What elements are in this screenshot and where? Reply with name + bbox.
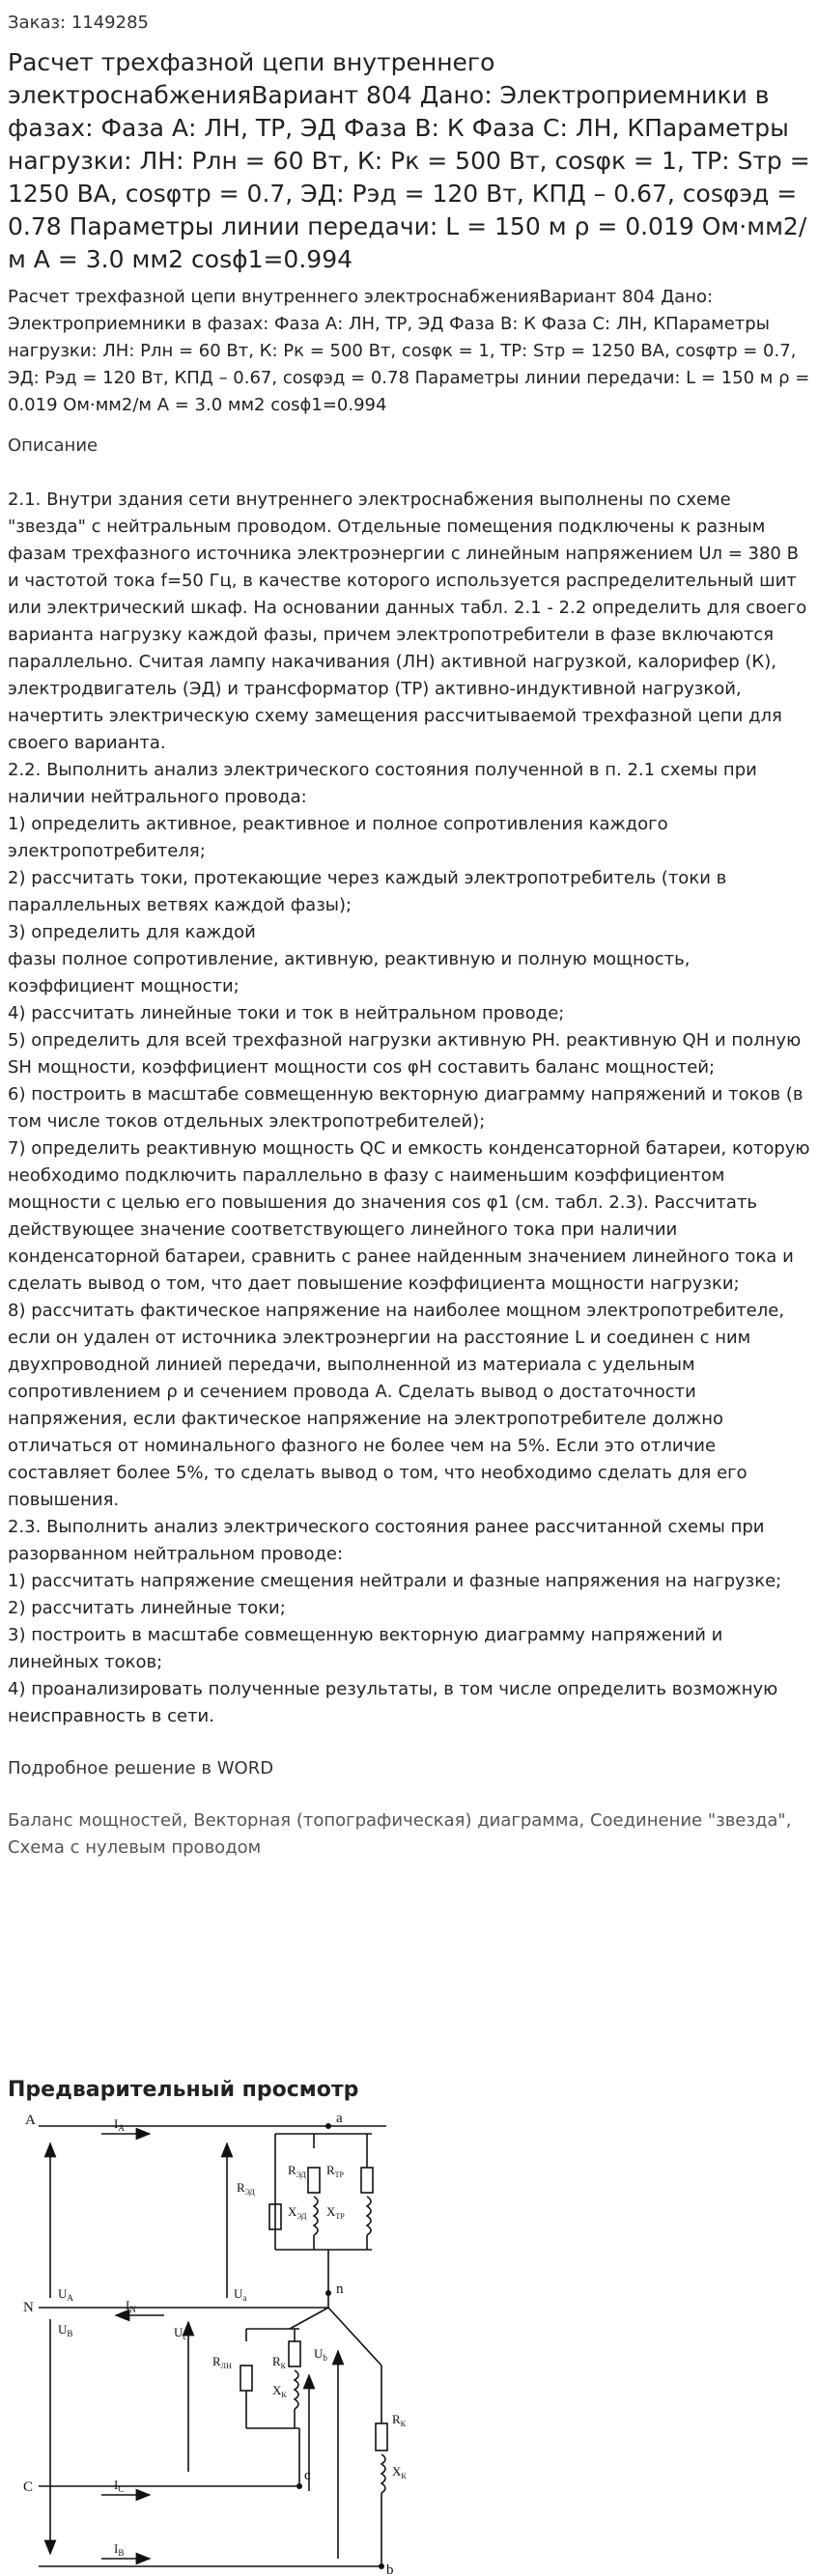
desc-paragraph: 3) построить в масштабе совмещенную векторную диаграмму напряжений и линейных токов; bbox=[8, 1625, 723, 1672]
node-b-dot bbox=[379, 2563, 384, 2569]
node-b-small-label: b bbox=[386, 2562, 394, 2576]
inductor-x-k-c bbox=[295, 2370, 298, 2409]
desc-paragraph: 2.3. Выполнить анализ электрического состояния ранее рассчитанной схемы при разорванном нейтральном проводе: bbox=[8, 1517, 765, 1564]
label-x-k2: $X_К$ bbox=[392, 2464, 407, 2480]
voltage-uc-label: $U_c$ bbox=[174, 2325, 187, 2341]
circuit-diagram bbox=[19, 2105, 811, 2576]
circuit-scheme bbox=[19, 2105, 811, 2576]
resistor-r-tr-a bbox=[361, 2168, 373, 2193]
voltage-ub-small-label: $U_b$ bbox=[314, 2346, 327, 2363]
inductor-x-k-b bbox=[381, 2454, 385, 2493]
node-n-dot bbox=[325, 2290, 331, 2296]
node-c-dot bbox=[296, 2483, 302, 2489]
desc-paragraph: 1) определить активное, реактивное и полное сопротивления каждого электропотребителя; bbox=[8, 814, 668, 861]
node-c-label: C bbox=[23, 2479, 34, 2495]
desc-paragraph: 7) определить реактивную мощность QC и емкость конденсаторной батареи, которую необходимо подключить параллельно в фазу с наименьшим коэффициентом мощности с целью его повышения до значения cos φ1 (см. табл. 2.3). Рассчитать действующее значение соответствующего линейного тока при наличии конденсаторной батареи, сравнить с ранее найденным значением линейного тока и сделать вывод о том, что дает повышение коэффициента мощности нагрузки; bbox=[8, 1138, 810, 1294]
tag-link[interactable]: Схема с нулевым проводом bbox=[8, 1837, 262, 1858]
desc-paragraph: 2.1. Внутри здания сети внутреннего электроснабжения выполнены по схеме "звезда" с нейтральным проводом. Отдельные помещения подключены к разным фазам трехфазного источника электроэнергии с линейным напряжением Uл = 380 В и частотой тока f=50 Гц, в качестве которого используется распределительный шит или электрический шкаф. На основании данных табл. 2.1 - 2.2 определить для своего варианта нагрузку каждой фазы, причем электропотребители в фазе включаются параллельно. Считая лампу накачивания (ЛН) активной нагрузкой, калорифер (К), электродвигатель (ЭД) и трансформатор (ТР) активно-индуктивной нагрузкой, начертить электрическую схему замещения рассчитываемой трехфазной цепи для своего варианта. bbox=[8, 490, 807, 753]
label-x-k: $X_К$ bbox=[272, 2383, 287, 2399]
desc-paragraph: 6) построить в масштабе совмещенную векторную диаграмму напряжений и токов (в том числе токов отдельных электропотребителей); bbox=[8, 1084, 804, 1132]
word-note: Подробное решение в WORD bbox=[8, 1758, 274, 1778]
node-a-label: A bbox=[25, 2113, 36, 2128]
label-r-ed2: $R_{ЭД}$ bbox=[288, 2163, 306, 2179]
label-r-tr: $R_{ТР}$ bbox=[326, 2163, 345, 2179]
desc-paragraph: 4) проанализировать полученные результаты, в том числе определить возможную неисправность в сети. bbox=[8, 1679, 778, 1726]
summary-text: Расчет трехфазной цепи внутреннего электроснабженияВариант 804 Дано: Электроприемники в фазах: Фаза А: ЛН, ТР, ЭД Фаза В: К Фаза С: ЛН, КПараметры нагрузки: ЛН: Рлн = 60 Вт, К: Рк = 500 Вт, cosφк = 1, ТР: Sтр = 1250 ВА, cosφтр = 0.7, ЭД: Рэд = 120 Вт, КПД – 0.67, cosφэд = 0.78 Параметры линии передачи: L = 150 м ρ = 0.019 Ом·мм2/м А = 3.0 мм2 cosϕ1=0.994 bbox=[8, 287, 810, 415]
desc-paragraph: 2) рассчитать токи, протекающие через каждый электропотребитель (токи в параллельных ветвях каждой фазы); bbox=[8, 868, 727, 915]
voltage-ua-label: $U_A$ bbox=[58, 2286, 73, 2303]
resistor-r-ln-c bbox=[240, 2366, 252, 2391]
current-ib-label: $I_B$ bbox=[114, 2541, 125, 2558]
preview-title: Предварительный просмотр bbox=[8, 2078, 359, 2102]
order-number: Заказ: 1149285 bbox=[8, 13, 149, 33]
node-n-small-label: n bbox=[336, 2282, 344, 2297]
resistor-r-k-b bbox=[376, 2423, 387, 2450]
inductor-x-ln-a bbox=[314, 2197, 318, 2235]
node-a-small-label: a bbox=[336, 2111, 343, 2126]
node-n-label: N bbox=[23, 2300, 34, 2315]
desc-paragraph: 1) рассчитать напряжение смещения нейтрали и фазные напряжения на нагрузке; bbox=[8, 1571, 782, 1591]
tag-link[interactable]: Векторная (топографическая) диаграмма bbox=[193, 1810, 579, 1831]
label-r-ln: $R_{ЛН}$ bbox=[212, 2354, 232, 2370]
label-r-ed: $R_{ЭД}$ bbox=[237, 2180, 255, 2197]
current-ia-label: $I_A$ bbox=[114, 2116, 125, 2133]
desc-paragraph: 3) определить для каждой bbox=[8, 922, 256, 942]
description-body bbox=[8, 487, 810, 1730]
desc-paragraph: 5) определить для всей трехфазной нагрузки активную PH. реактивную QH и полную SH мощности, коэффициент мощности cos φH составить баланс мощностей; bbox=[8, 1030, 802, 1078]
desc-paragraph: фазы полное сопротивление, активную, реактивную и полную мощность, коэффициент мощности; bbox=[8, 949, 691, 996]
label-x-tr: $X_{ТР}$ bbox=[326, 2204, 345, 2221]
page-title: Расчет трехфазной цепи внутреннего электроснабженияВариант 804 Дано: Электроприемники в фазах: Фаза А: ЛН, ТР, ЭД Фаза В: К Фаза С: ЛН, КПараметры нагрузки: ЛН: Рлн = 60 Вт, К: Рк = 500 Вт, cosφк = 1, ТР: Sтр = 1250 ВА, cosφтр = 0.7, ЭД: Рэд = 120 Вт, КПД – 0.67, cosφэд = 0.78 Параметры линии передачи: L = 150 м ρ = 0.019 Ом·мм2/м А = 3.0 мм2 cosϕ1=0.994 bbox=[8, 48, 810, 273]
voltage-ub-label: $U_B$ bbox=[58, 2322, 73, 2338]
node-c-small-label: c bbox=[304, 2468, 311, 2483]
current-ic-label: $I_C$ bbox=[114, 2478, 125, 2494]
tag-link[interactable]: Баланс мощностей bbox=[8, 1810, 183, 1831]
current-in-label: $I_N$ bbox=[126, 2298, 136, 2314]
tag-list: Баланс мощностей, Векторная (топографическая) диаграмма, Соединение "звезда", Схема с нулевым проводом bbox=[8, 1810, 792, 1858]
resistor-r-k-c bbox=[289, 2341, 300, 2366]
resistor-r-ln-a bbox=[308, 2168, 320, 2193]
label-x-ed: $X_{ЭД}$ bbox=[288, 2204, 307, 2221]
desc-paragraph: 2) рассчитать линейные токи; bbox=[8, 1598, 286, 1618]
label-r-k2: $R_К$ bbox=[392, 2412, 407, 2428]
label-r-k: $R_К$ bbox=[272, 2354, 287, 2370]
desc-paragraph: 8) рассчитать фактическое напряжение на наиболее мощном электропотребителе, если он удален от источника электроэнергии на расстояние L и соединен с ним двухпроводной линией передачи, выполненной из материала с удельным сопротивлением ρ и сечением провода А. Сделать вывод о достаточности напряжения, если фактическое напряжение на электропотребителе должно отличаться от номинального фазного не более чем на 5%. Если это отличие составляет более 5%, то сделать вывод о том, что необходимо сделать для его повышения. bbox=[8, 1301, 785, 1510]
desc-paragraph: 2.2. Выполнить анализ электрического состояния полученной в п. 2.1 схемы при наличии нейтрального провода: bbox=[8, 760, 757, 807]
tag-link[interactable]: Соединение "звезда" bbox=[589, 1810, 786, 1831]
desc-paragraph: 4) рассчитать линейные токи и ток в нейтральном проводе; bbox=[8, 1003, 565, 1023]
node-a-dot bbox=[325, 2123, 331, 2129]
inductor-x-tr-a bbox=[367, 2197, 371, 2235]
description-label: Описание bbox=[8, 435, 99, 456]
voltage-ua-small-label: $U_a$ bbox=[234, 2286, 247, 2303]
